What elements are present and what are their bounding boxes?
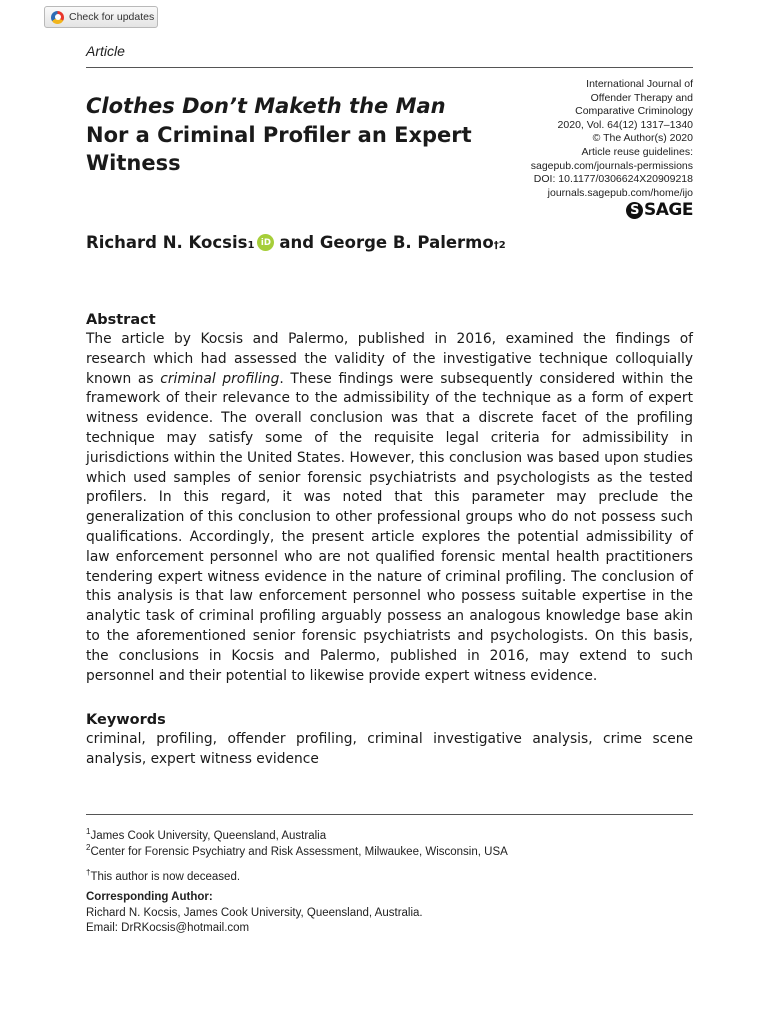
sage-logo-text: SAGE <box>644 200 693 220</box>
affiliation-mark: 1 <box>86 827 91 836</box>
affiliation-mark: 1 <box>247 240 255 251</box>
affiliation-2 <box>86 840 693 860</box>
article-title <box>86 92 496 178</box>
abstract-italic-term: criminal profiling <box>160 370 280 387</box>
author-name: Richard N. Kocsis <box>86 233 248 252</box>
keywords-heading: Keywords <box>86 712 166 728</box>
doi-link[interactable]: DOI: 10.1177/0306624X20909218 <box>533 173 693 186</box>
journal-metadata <box>493 78 693 200</box>
journal-meta-line: Comparative Criminology <box>575 105 693 118</box>
crossmark-icon <box>51 11 64 24</box>
abstract-heading: Abstract <box>86 312 156 328</box>
article-type-label: Article <box>86 43 125 59</box>
check-for-updates-button[interactable] <box>44 6 158 28</box>
author-connector: and <box>279 233 315 252</box>
journal-meta-line: Article reuse guidelines: <box>581 145 693 158</box>
author-name: George B. Palermo <box>319 233 494 252</box>
check-for-updates-label: Check for updates <box>69 11 155 23</box>
affiliation-text: Center for Forensic Psychiatry and Risk Assessment, Milwaukee, Wisconsin, USA <box>90 845 508 858</box>
abstract-text-part: . These findings were subsequently considered within the framework of their relevance to the admissibility of the technique as a form of expert witness evidence. The overall conclusion was that a discrete facet of the profiling technique may satisfy some of the requisite legal criteria for admissibility in jurisdictions within the United States. However, this conclusion was based upon studies which used samples of senior forensic psychiatrists and psychologists as the tested profilers. In this regard, it was noted that this parameter may preclude the generalization of this conclusion to other professional groups who do not possess such qualifications. Accordingly, the present article explores the potential admissibility of law enforcement personnel who are not qualified forensic mental health practitioners tendering expert witness evidence in the nature of criminal profiling. The conclusion of this analysis is that law enforcement personnel who possess suitable expertise in the analytic task of criminal profiling arguably possess an analogous knowledge base akin to the aforementioned senior forensic psychiatrists and psychologists. On this basis, the conclusions in Kocsis and Palermo, published in 2016, may extend to such personnel and their potential to likewise provide expert witness evidence. <box>86 370 693 684</box>
header-divider <box>86 67 693 68</box>
corresponding-heading: Corresponding Author: <box>86 891 213 903</box>
deceased-text: This author is now deceased. <box>90 870 241 883</box>
sage-mark-icon: S <box>626 202 643 219</box>
affiliation-mark: †2 <box>493 240 506 251</box>
journal-meta-line: 2020, Vol. 64(12) 1317–1340 <box>557 118 693 131</box>
affiliation-mark: 2 <box>86 843 91 852</box>
article-title-line1: Clothes Don’t Maketh the Man <box>86 94 446 118</box>
sage-logo <box>626 200 693 220</box>
corresponding-address: Richard N. Kocsis, James Cook University, Queensland, Australia. <box>86 906 423 919</box>
affiliation-text: James Cook University, Queensland, Australia <box>90 829 327 842</box>
journal-meta-line: International Journal of <box>586 78 693 90</box>
author-line <box>86 233 506 252</box>
deceased-mark: † <box>86 868 91 877</box>
abstract-text-part: The article by Kocsis and Palermo, published in 2016, examined the findings of research which had assessed the validity of the investigative technique colloquially known as <box>86 331 693 387</box>
journal-meta-line: Offender Therapy and <box>590 91 693 104</box>
footnote-divider <box>86 814 693 815</box>
corresponding-author <box>86 890 693 937</box>
journal-homepage-link[interactable]: journals.sagepub.com/home/ijo <box>547 186 693 199</box>
keywords-text: criminal, profiling, offender profiling, criminal investigative analysis, crime scene analysis, expert witness evidence <box>86 731 693 767</box>
abstract-text <box>86 330 693 686</box>
reuse-guidelines-link[interactable]: sagepub.com/journals-permissions <box>530 159 693 172</box>
orcid-icon[interactable]: iD <box>257 234 274 251</box>
journal-meta-line: © The Author(s) 2020 <box>592 132 693 145</box>
deceased-note <box>86 865 693 885</box>
article-title-rest: Nor a Criminal Profiler an Expert Witness <box>86 122 472 175</box>
corresponding-email[interactable]: Email: DrRKocsis@hotmail.com <box>86 922 250 935</box>
